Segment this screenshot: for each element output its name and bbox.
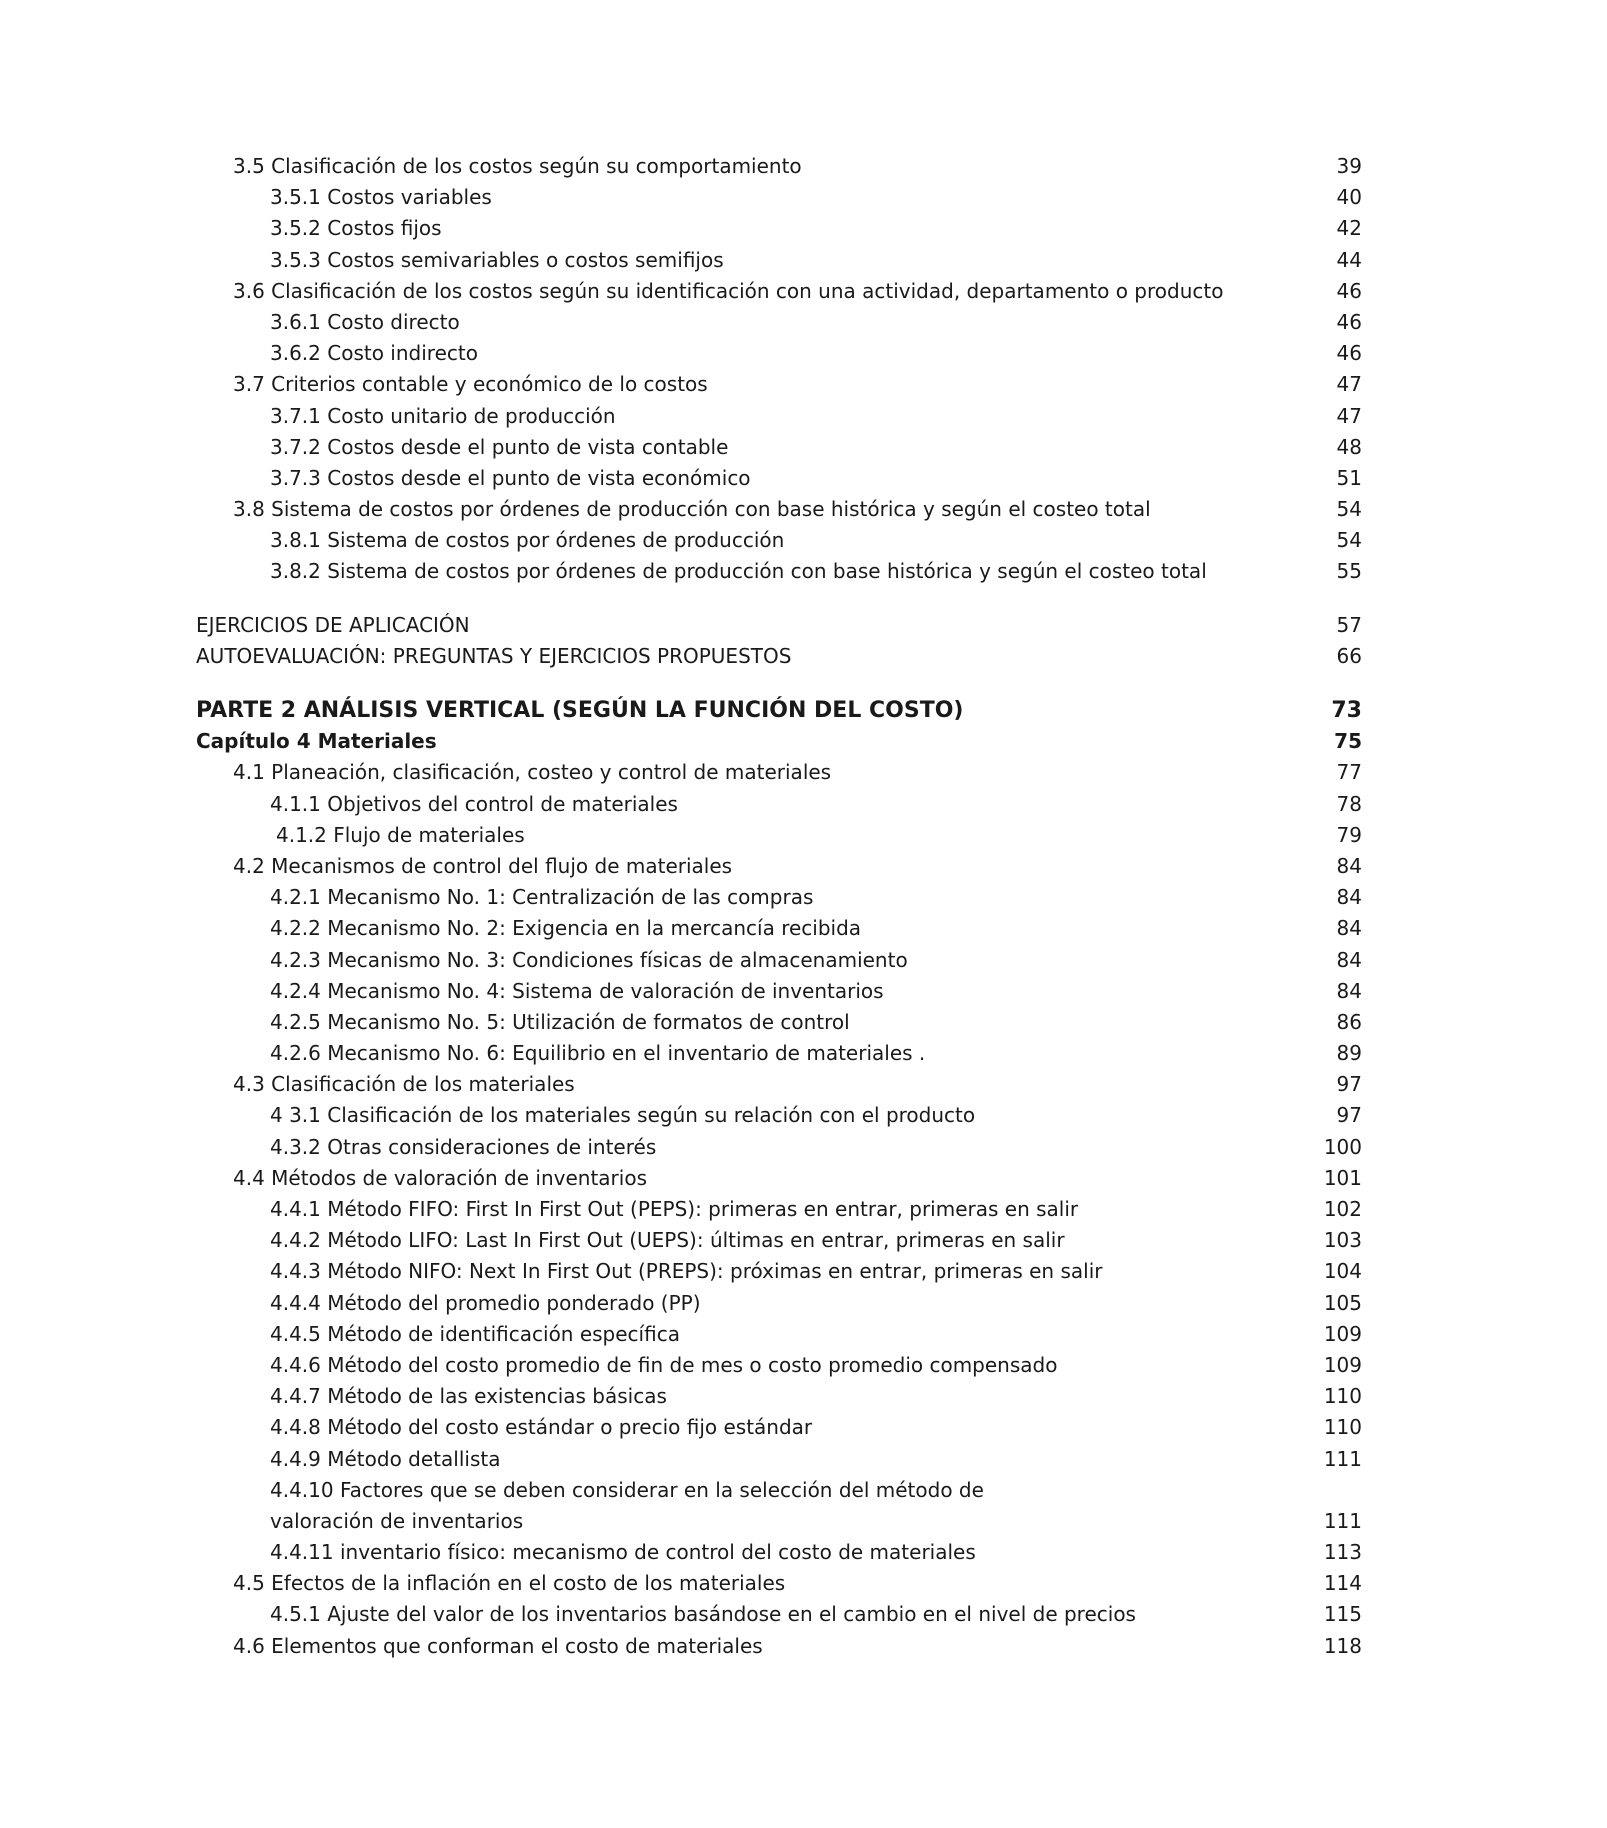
toc-entry-page: 97: [1336, 1072, 1362, 1097]
toc-entry-4-1-1: [196, 789, 1362, 820]
toc-entry-title: 4.4.6 Método del costo promedio de fin de mes o costo promedio compensado: [270, 1352, 1058, 1377]
toc-entry-3-6-1: [196, 307, 1362, 338]
toc-entry-title: 3.5.2 Costos fijos: [270, 216, 442, 241]
toc-entry-3-5-3: [196, 245, 1362, 276]
toc-entry-title: 3.5 Clasificación de los costos según su comportamiento: [233, 154, 802, 178]
toc-entry-title: 4.4.7 Método de las existencias básicas: [270, 1384, 667, 1409]
toc-entry-page: 114: [1323, 1571, 1362, 1596]
toc-entry-page: 118: [1323, 1633, 1362, 1658]
toc-entry-page: 39: [1336, 154, 1362, 178]
toc-entry-title: 3.6.1 Costo directo: [270, 309, 460, 334]
toc-entry-4-4: [196, 1163, 1362, 1194]
toc-entry-3-6: [196, 276, 1362, 307]
toc-entry-title: 4.4.9 Método detallista: [270, 1446, 501, 1471]
toc-entry-page: 75: [1334, 729, 1362, 754]
toc-entry-title: 4.3 Clasificación de los materiales: [233, 1072, 575, 1097]
toc-entry-4-2-2: [196, 913, 1362, 944]
toc-entry-page: 105: [1323, 1290, 1362, 1315]
toc-entry-4-5-1: [196, 1599, 1362, 1630]
toc-entry-page: 97: [1336, 1103, 1362, 1128]
toc-entry-title: 4.4.4 Método del promedio ponderado (PP): [270, 1290, 701, 1315]
toc-entry-page: 109: [1323, 1352, 1362, 1377]
toc-entry-page: 57: [1336, 612, 1362, 637]
toc-entry-page: 110: [1323, 1415, 1362, 1440]
toc-entry-4-4-3: [196, 1256, 1362, 1287]
toc-entry-4-3-2: [196, 1132, 1362, 1163]
toc-entry-4-4-4: [196, 1288, 1362, 1319]
toc-entry-title: 4.5.1 Ajuste del valor de los inventarios basándose en el cambio en el nivel de precios: [270, 1602, 1136, 1627]
toc-entry-4-4-10-line2: [196, 1506, 1362, 1537]
toc-entry-title: AUTOEVALUACIÓN: PREGUNTAS Y EJERCICIOS PROPUESTOS: [196, 643, 792, 668]
toc-entry-title: valoración de inventarios: [270, 1508, 524, 1533]
toc-entry-title: 4.2.1 Mecanismo No. 1: Centralización de las compras: [270, 885, 814, 910]
toc-entry-page: 103: [1323, 1228, 1362, 1253]
toc-entry-4-3: [196, 1069, 1362, 1100]
toc-entry-3-5-1: [196, 182, 1362, 213]
toc-entry-title: 4.1 Planeación, clasificación, costeo y control de materiales: [233, 760, 832, 785]
toc-entry-title: 4.2.5 Mecanismo No. 5: Utilización de formatos de control: [270, 1009, 850, 1034]
toc-entry-page: 77: [1336, 760, 1362, 785]
toc-entry-page: 110: [1323, 1384, 1362, 1409]
toc-entry-page: 100: [1323, 1134, 1362, 1159]
toc-entry-page: 46: [1336, 309, 1362, 334]
toc-entry-title: 3.5.3 Costos semivariables o costos semifijos: [270, 247, 724, 272]
toc-entry-title: 3.7.3 Costos desde el punto de vista económico: [270, 465, 751, 490]
toc-entry-3-8: [196, 494, 1362, 525]
toc-entry-4-4-9: [196, 1444, 1362, 1475]
toc-entry-page: 109: [1323, 1321, 1362, 1346]
toc-entry-title: 4.4.1 Método FIFO: First In First Out (PEPS): primeras en entrar, primeras en salir: [270, 1197, 1079, 1221]
toc-entry-autoevaluacion: [196, 641, 1362, 672]
toc-entry-3-7-2: [196, 432, 1362, 463]
toc-entry-page: 66: [1336, 643, 1362, 668]
toc-entry-page: 84: [1336, 885, 1362, 910]
toc-entry-page: 55: [1336, 559, 1362, 584]
toc-entry-4-5: [196, 1568, 1362, 1599]
toc-entry-title: EJERCICIOS DE APLICACIÓN: [196, 612, 470, 637]
toc-entry-title: 4 3.1 Clasificación de los materiales según su relación con el producto: [270, 1103, 976, 1128]
toc-entry-4-2-6: [196, 1038, 1362, 1069]
toc-entry-title: 3.8.2 Sistema de costos por órdenes de producción con base histórica y según el costeo total: [270, 559, 1207, 584]
toc-entry-title: 4.4.10 Factores que se deben considerar en la selección del método de: [270, 1477, 984, 1502]
toc-entry-title: 3.7.2 Costos desde el punto de vista contable: [270, 434, 729, 459]
toc-entry-title: 4.6 Elementos que conforman el costo de materiales: [233, 1633, 763, 1658]
toc-entry-page: 40: [1336, 185, 1362, 210]
toc-entry-page: 78: [1336, 791, 1362, 816]
toc-entry-3-6-2: [196, 338, 1362, 369]
toc-entry-page: 84: [1336, 916, 1362, 941]
toc-entry-page: 115: [1323, 1602, 1362, 1627]
toc-entry-title: 3.7.1 Costo unitario de producción: [270, 403, 616, 428]
toc-entry-page: 89: [1336, 1041, 1362, 1066]
toc-entry-page: 47: [1336, 372, 1362, 397]
toc-entry-page: 47: [1336, 403, 1362, 428]
toc-entry-3-5: [196, 151, 1362, 182]
toc-entry-3-8-1: [196, 525, 1362, 556]
toc-entry-title: 4.2.2 Mecanismo No. 2: Exigencia en la mercancía recibida: [270, 916, 862, 941]
toc-entry-page: 51: [1336, 465, 1362, 490]
toc-entry-title: 4.2.4 Mecanismo No. 4: Sistema de valoración de inventarios: [270, 978, 884, 1003]
toc-entry-title: PARTE 2 ANÁLISIS VERTICAL (SEGÚN LA FUNCIÓN DEL COSTO): [196, 698, 964, 723]
toc-entry-4-6: [196, 1631, 1362, 1662]
toc-entry-page: 73: [1331, 698, 1362, 723]
toc-entry-3-7: [196, 369, 1362, 400]
toc-entry-title: 4.5 Efectos de la inflación en el costo de los materiales: [233, 1571, 786, 1596]
toc-entry-title: 3.6.2 Costo indirecto: [270, 341, 478, 366]
toc-entry-4-2-3: [196, 945, 1362, 976]
toc-entry-4-4-1: [196, 1194, 1362, 1225]
table-of-contents: [196, 151, 1362, 1662]
toc-entry-3-7-1: [196, 401, 1362, 432]
toc-entry-page: 84: [1336, 853, 1362, 878]
toc-entry-page: 54: [1336, 497, 1362, 522]
toc-entry-4-4-10-line1: [196, 1475, 1362, 1506]
toc-entry-4-4-8: [196, 1412, 1362, 1443]
toc-entry-title: 4.3.2 Otras consideraciones de interés: [270, 1134, 657, 1159]
toc-entry-4-2-5: [196, 1007, 1362, 1038]
toc-entry-page: 86: [1336, 1009, 1362, 1034]
toc-entry-page: 111: [1323, 1446, 1362, 1471]
toc-entry-page: 104: [1323, 1259, 1362, 1284]
toc-entry-title: 4.4.5 Método de identificación específica: [270, 1321, 680, 1346]
toc-entry-4-4-7: [196, 1381, 1362, 1412]
toc-entry-title: 4.2.3 Mecanismo No. 3: Condiciones físicas de almacenamiento: [270, 947, 908, 972]
toc-entry-page: 46: [1336, 341, 1362, 366]
toc-entry-title: 4.4.3 Método NIFO: Next In First Out (PREPS): próximas en entrar, primeras en salir: [270, 1259, 1103, 1284]
toc-entry-title: 4.4 Métodos de valoración de inventarios: [233, 1165, 647, 1190]
toc-entry-page: 42: [1336, 216, 1362, 241]
toc-entry-page: 54: [1336, 528, 1362, 553]
toc-entry-page: 44: [1336, 247, 1362, 272]
toc-part-heading: [196, 695, 1362, 726]
toc-entry-4-4-5: [196, 1319, 1362, 1350]
toc-entry-page: 113: [1323, 1540, 1362, 1565]
toc-entry-ejercicios: [196, 610, 1362, 641]
toc-entry-3-8-2: [196, 556, 1362, 587]
toc-entry-4-1: [196, 757, 1362, 788]
toc-entry-title: Capítulo 4 Materiales: [196, 729, 437, 754]
toc-entry-title: 4.4.8 Método del costo estándar o precio fijo estándar: [270, 1415, 813, 1440]
toc-entry-title: 3.7 Criterios contable y económico de lo costos: [233, 372, 708, 397]
toc-entry-title: 3.5.1 Costos variables: [270, 185, 492, 210]
toc-chapter-heading: [196, 726, 1362, 757]
toc-entry-3-7-3: [196, 463, 1362, 494]
toc-entry-page: 101: [1323, 1165, 1362, 1190]
toc-entry-4-4-6: [196, 1350, 1362, 1381]
toc-entry-title: 4.4.11 inventario físico: mecanismo de control del costo de materiales: [270, 1540, 976, 1565]
toc-entry-title: 3.8.1 Sistema de costos por órdenes de producción: [270, 528, 785, 553]
toc-entry-4-2-1: [196, 882, 1362, 913]
toc-entry-page: 84: [1336, 978, 1362, 1003]
toc-entry-title: 4.2.6 Mecanismo No. 6: Equilibrio en el inventario de materiales .: [270, 1041, 926, 1066]
toc-entry-4-3-1: [196, 1100, 1362, 1131]
toc-entry-4-1-2: [196, 820, 1362, 851]
toc-entry-title: 3.6 Clasificación de los costos según su identificación con una actividad, departamento o producto: [233, 278, 1224, 303]
toc-entry-page: 48: [1336, 434, 1362, 459]
toc-entry-title: 4.1.1 Objetivos del control de materiales: [270, 791, 678, 816]
toc-entry-title: 4.4.2 Método LIFO: Last In First Out (UEPS): últimas en entrar, primeras en salir: [270, 1228, 1065, 1253]
toc-entry-title: 3.8 Sistema de costos por órdenes de producción con base histórica y según el costeo total: [233, 497, 1151, 522]
toc-entry-3-5-2: [196, 213, 1362, 244]
toc-entry-title: 4.1.2 Flujo de materiales: [276, 822, 525, 847]
toc-entry-page: 46: [1336, 278, 1362, 303]
toc-entry-page: 111: [1323, 1508, 1362, 1533]
toc-entry-page: 79: [1336, 822, 1362, 847]
toc-entry-4-4-11: [196, 1537, 1362, 1568]
toc-entry-page: 102: [1323, 1197, 1362, 1221]
toc-entry-4-4-2: [196, 1225, 1362, 1256]
toc-entry-4-2: [196, 851, 1362, 882]
toc-entry-4-2-4: [196, 976, 1362, 1007]
toc-entry-page: 84: [1336, 947, 1362, 972]
toc-entry-title: 4.2 Mecanismos de control del flujo de materiales: [233, 853, 733, 878]
